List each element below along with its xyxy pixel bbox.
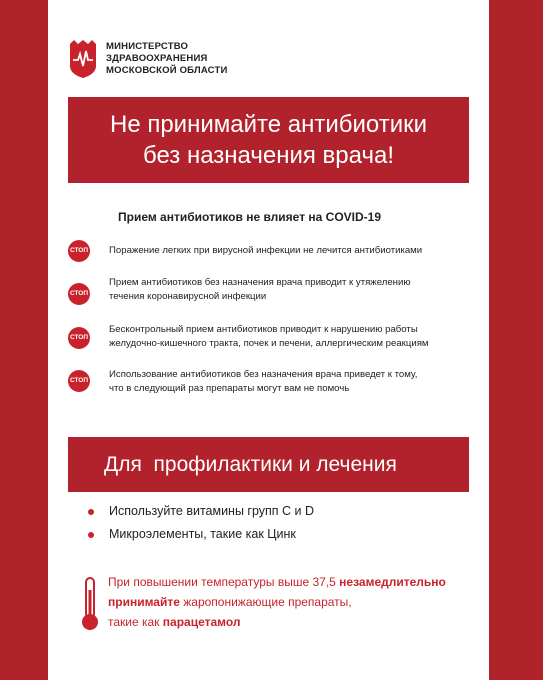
bullet-text: Микроэлементы, такие как Цинк [109,527,296,541]
logo-icon [68,40,98,78]
stop-item-text [109,368,479,396]
thermometer-icon [80,576,100,632]
stop-item-text [109,323,479,351]
title-line: Не принимайте антибиотики [109,111,428,138]
note-text: При повышении температуры выше 37,5 [108,575,340,589]
note-emphasis: парацетамол [162,615,241,629]
stop-item-line: желудочно-кишечного тракта, почек и печени, аллергическим реакциям [109,338,429,349]
stop-badge-icon: СТОП [68,327,90,349]
temperature-note-line [108,612,483,632]
bullet-dot-icon [88,532,94,538]
ministry-line: МОСКОВСКОЙ ОБЛАСТИ [106,65,228,76]
note-emphasis: незамедлительно [339,575,446,589]
note-emphasis: принимайте [108,595,180,609]
note-text: жаропонижающие препараты, [179,595,352,609]
title-line: без назначения врача! [143,142,394,169]
title-banner [68,97,469,183]
bullet-dot-icon [88,509,94,515]
stop-badge-icon: СТОП [68,283,90,305]
section-title: Для профилактики и лечения [104,452,397,476]
section-banner [68,437,469,492]
poster [48,0,489,680]
stop-badge-icon: СТОП [68,240,90,262]
ministry-line: ЗДРАВООХРАНЕНИЯ [106,53,208,64]
stop-badge-icon: СТОП [68,370,90,392]
stop-item-line: течения коронавирусной инфекции [109,291,267,302]
stop-item-line: Поражение легких при вирусной инфекции не лечится антибиотиками [109,245,423,256]
note-text: такие как [108,615,163,629]
subheading: Прием антибиотиков не влияет на COVID-19 [118,210,382,224]
temperature-note-line [108,592,483,612]
bullet-text: Используйте витамины групп С и D [109,504,315,518]
temperature-note [108,572,483,632]
ministry-line: МИНИСТЕРСТВО [106,41,189,52]
stop-item-line: Бесконтрольный прием антибиотиков приводит к нарушению работы [109,324,418,335]
stop-item-line: Прием антибиотиков без назначения врача приводит к утяжелению [109,277,411,288]
stop-item-line: Использование антибиотиков без назначения врача приведет к тому, [109,369,418,380]
stop-item-text [109,276,479,304]
stop-item-text [109,244,479,258]
ministry-name [106,41,228,77]
temperature-note-line [108,572,483,592]
stop-item-line: что в следующий раз препараты могут вам не помочь [109,383,350,394]
